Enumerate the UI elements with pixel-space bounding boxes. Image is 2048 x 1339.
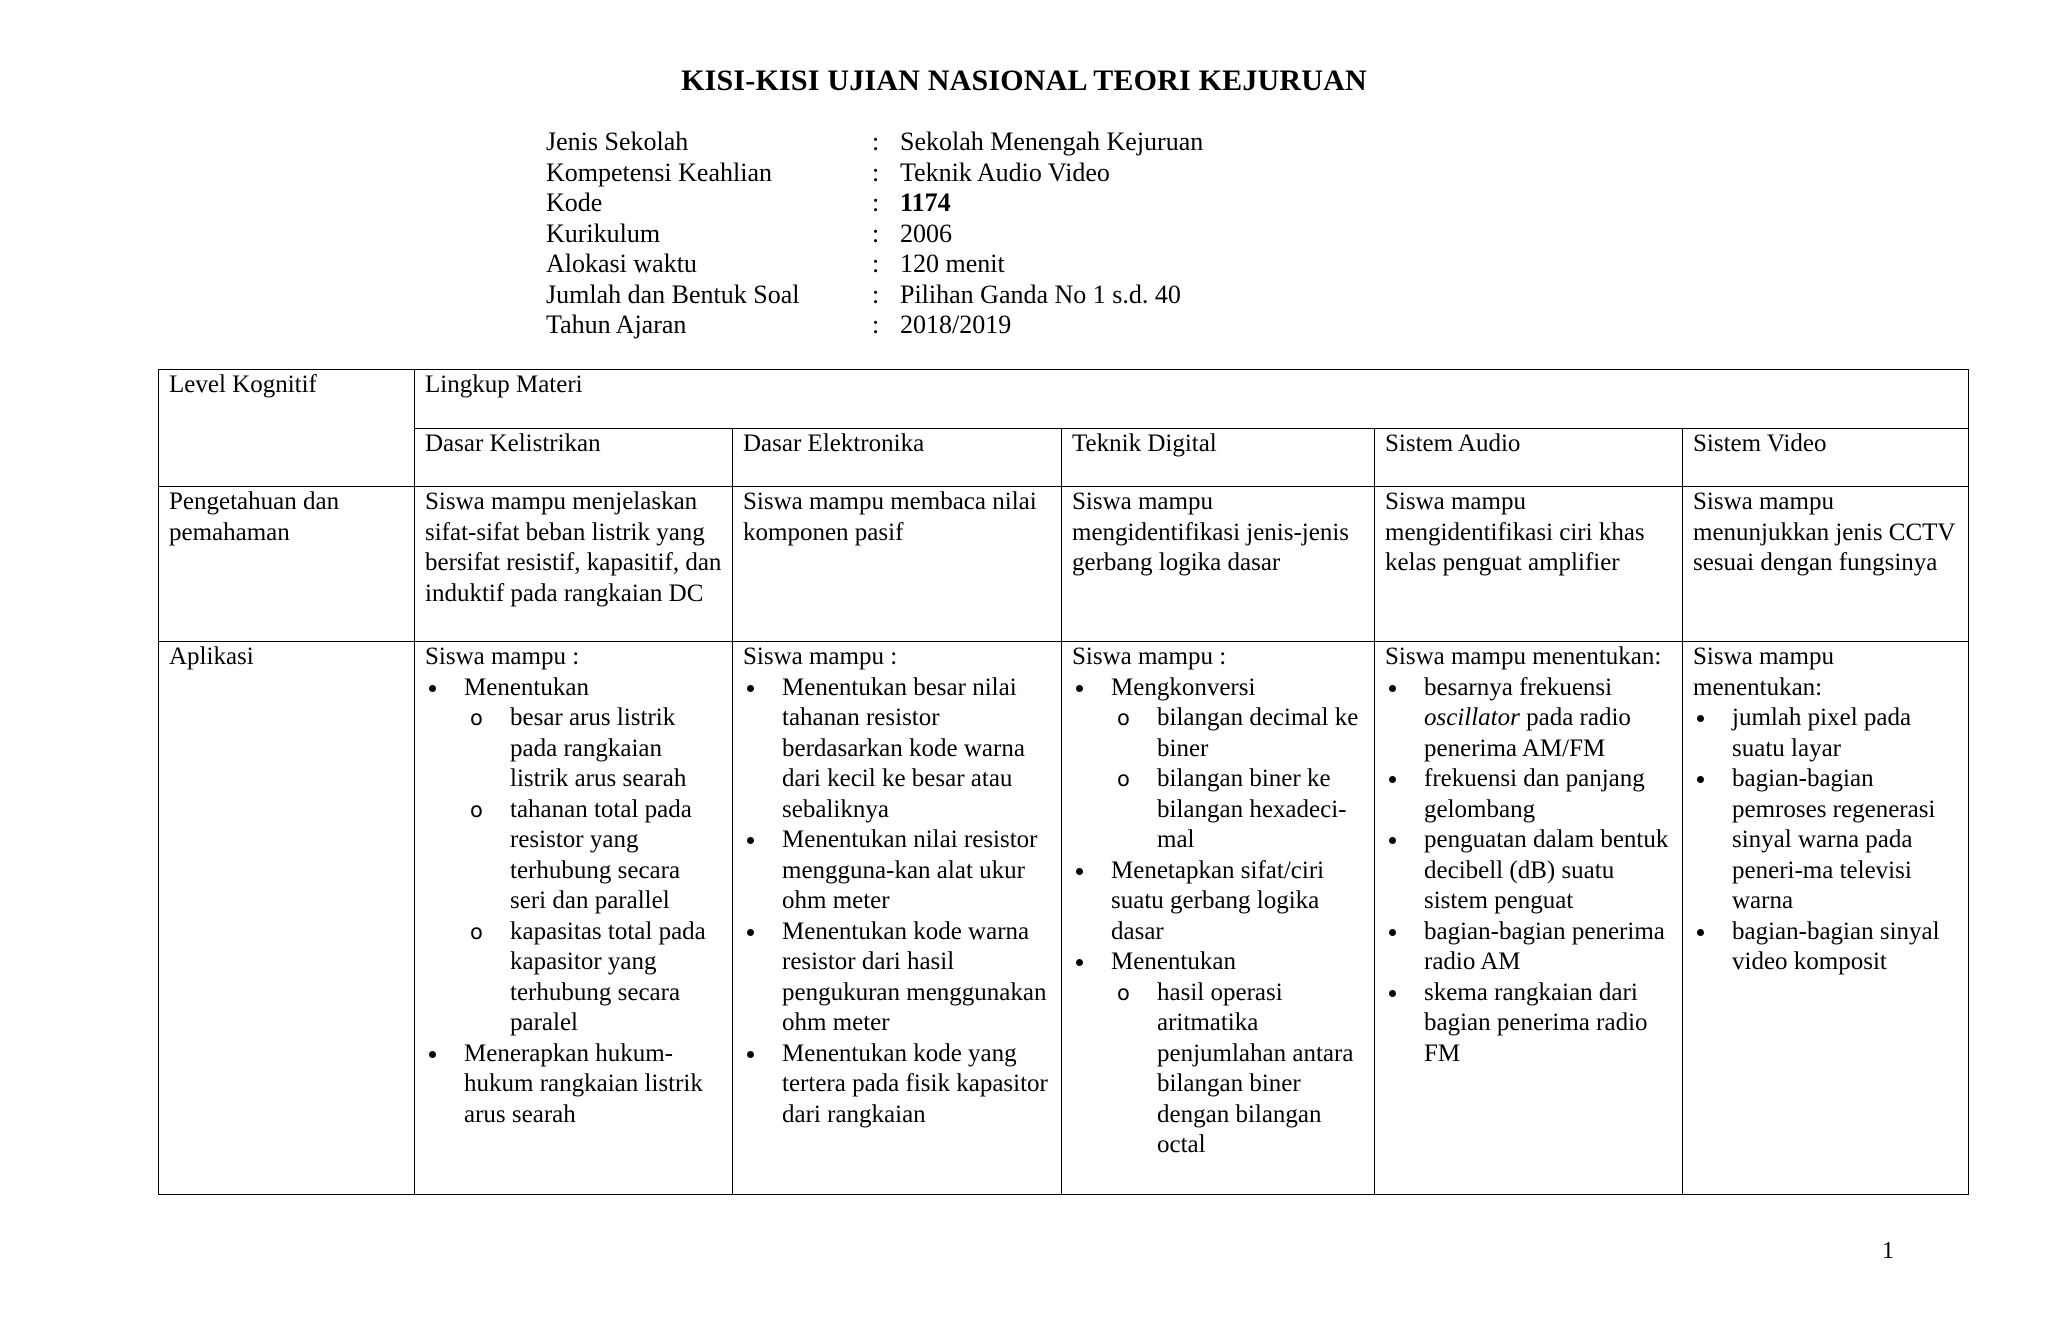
cell-intro: Siswa mampu :	[1072, 643, 1227, 670]
meta-row-kurikulum	[546, 219, 1203, 250]
meta-row-jenis-sekolah	[546, 127, 1203, 158]
column-header-sistem-video: Sistem Video	[1683, 428, 1969, 487]
cell-intro: Siswa mampu :	[425, 643, 580, 670]
list-item-text: Mengkonversi	[1111, 673, 1256, 701]
table-cell: Siswa mampu menunjukkan jenis CCTV sesuai dengan fungsinya	[1683, 487, 1969, 642]
list-item: Menentukan nilai resistor mengguna-kan alat ukur ohm meter	[743, 825, 1051, 917]
column-header-dasar-elektronika: Dasar Elektronika	[733, 428, 1062, 487]
list-item	[1072, 673, 1364, 856]
column-header-teknik-digital: Teknik Digital	[1062, 428, 1375, 487]
meta-label: Tahun Ajaran	[546, 310, 687, 339]
table-cell: Siswa mampu mengidentifikasi jenis-jenis gerbang logika dasar	[1062, 487, 1375, 642]
meta-row-tahun-ajaran	[546, 310, 1203, 341]
meta-value: 2006	[900, 218, 952, 248]
list-item-text: pada radio penerima AM/FM	[1424, 704, 1631, 762]
sub-list-item: o bilangan decimal ke biner	[1111, 703, 1364, 764]
meta-row-jumlah-soal	[546, 280, 1203, 311]
meta-label: Alokasi waktu	[546, 249, 697, 278]
column-header-dasar-kelistrikan: Dasar Kelistrikan	[415, 428, 733, 487]
bullet-list	[425, 673, 722, 1131]
list-item: Menetapkan sifat/ciri suatu gerbang logika dasar	[1072, 856, 1364, 948]
list-item: frekuensi dan panjang gelombang	[1385, 764, 1672, 825]
meta-row-alokasi-waktu	[546, 249, 1203, 280]
list-item: Menerapkan hukum-hukum rangkaian listrik arus searah	[425, 1039, 722, 1131]
list-item	[425, 673, 722, 1039]
list-item: jumlah pixel pada suatu layar	[1693, 703, 1958, 764]
sub-list	[1111, 978, 1364, 1161]
meta-colon: :	[872, 310, 880, 339]
table-cell-dasar-elektronika	[733, 642, 1062, 1195]
document-title: KISI-KISI UJIAN NASIONAL TEORI KEJURUAN	[681, 64, 1367, 97]
list-item: Menentukan besar nilai tahanan resistor berdasarkan kode warna dari kecil ke besar atau sebaliknya	[743, 673, 1051, 826]
cell-intro: Siswa mampu menentukan:	[1693, 643, 1834, 701]
bullet-list	[1693, 703, 1958, 978]
table-subheader-row	[159, 428, 1969, 487]
list-item: bagian-bagian pemroses regenerasi sinyal warna pada peneri-ma televisi warna	[1693, 764, 1958, 917]
sub-list-item: o tahanan total pada resistor yang terhubung secara seri dan parallel	[464, 795, 722, 917]
meta-value-kode: 1174	[900, 188, 951, 217]
list-item-text: besarnya frekuensi	[1424, 673, 1613, 701]
meta-colon: :	[872, 157, 880, 187]
cell-intro: Siswa mampu :	[743, 643, 898, 670]
lingkup-materi-header: Lingkup Materi	[415, 370, 1969, 429]
table-cell-teknik-digital	[1062, 642, 1375, 1195]
table-cell: Siswa mampu menjelaskan sifat-sifat beban listrik yang bersifat resistif, kapasitif, dan induktif pada rangkaian DC	[415, 487, 733, 642]
meta-colon: :	[872, 127, 880, 156]
level-pengetahuan: Pengetahuan dan pemahaman	[159, 487, 415, 642]
bullet-list	[1072, 673, 1364, 1161]
table-cell: Siswa mampu membaca nilai komponen pasif	[733, 487, 1062, 642]
meta-colon: :	[872, 279, 880, 309]
meta-row-kompetensi	[546, 158, 1203, 189]
table-row-pengetahuan	[159, 487, 1969, 642]
meta-label: Kompetensi Keahlian	[546, 157, 772, 187]
list-item: skema rangkaian dari bagian penerima radio FM	[1385, 978, 1672, 1070]
list-item-text: Menentukan	[1111, 948, 1236, 975]
bullet-list	[743, 673, 1051, 1131]
meta-label: Kode	[546, 188, 603, 217]
column-header-sistem-audio: Sistem Audio	[1375, 428, 1683, 487]
bullet-list	[1385, 673, 1672, 1070]
meta-value: Sekolah Menengah Kejuruan	[900, 127, 1204, 156]
sub-list	[1111, 703, 1364, 856]
table-cell-sistem-audio	[1375, 642, 1683, 1195]
list-item: Menentukan kode warna resistor dari hasil pengukuran menggunakan ohm meter	[743, 917, 1051, 1039]
sub-list-item: o bilangan biner ke bilangan hexadeci-mal	[1111, 764, 1364, 856]
table-cell-dasar-kelistrikan	[415, 642, 733, 1195]
list-item: bagian-bagian sinyal video komposit	[1693, 917, 1958, 978]
meta-value: Pilihan Ganda No 1 s.d. 40	[900, 279, 1181, 309]
meta-label: Jumlah dan Bentuk Soal	[546, 279, 800, 309]
document-metadata	[546, 127, 1203, 341]
meta-label: Jenis Sekolah	[546, 127, 689, 156]
meta-colon: :	[872, 188, 880, 217]
meta-value: 2018/2019	[900, 310, 1012, 339]
list-item: Menentukan kode yang tertera pada fisik kapasitor dari rangkaian	[743, 1039, 1051, 1131]
sub-list-item: o hasil operasi aritmatika penjumlahan antara bilangan biner dengan bilangan octal	[1111, 978, 1364, 1161]
table-header-row	[159, 370, 1969, 429]
table-cell: Siswa mampu mengidentifikasi ciri khas kelas penguat amplifier	[1375, 487, 1683, 642]
level-kognitif-header: Level Kognitif	[159, 370, 415, 487]
meta-value: Teknik Audio Video	[900, 157, 1110, 187]
cell-intro: Siswa mampu menentukan:	[1385, 643, 1662, 670]
meta-colon: :	[872, 218, 880, 248]
list-item: bagian-bagian penerima radio AM	[1385, 917, 1672, 978]
meta-label: Kurikulum	[546, 218, 661, 248]
sub-list	[464, 703, 722, 1039]
table-cell-sistem-video	[1683, 642, 1969, 1195]
list-item	[1385, 673, 1672, 765]
list-item	[1072, 947, 1364, 1161]
meta-row-kode	[546, 188, 1203, 219]
level-aplikasi: Aplikasi	[159, 642, 415, 1195]
list-item: penguatan dalam bentuk decibell (dB) suatu sistem penguat	[1385, 825, 1672, 917]
meta-value: 120 menit	[900, 249, 1005, 278]
sub-list-item: o kapasitas total pada kapasitor yang terhubung secara paralel	[464, 917, 722, 1039]
table-row-aplikasi	[159, 642, 1969, 1195]
list-item-emphasis: oscillator	[1424, 704, 1520, 731]
meta-colon: :	[872, 249, 880, 278]
page-number: 1	[1882, 1238, 1894, 1264]
kisi-kisi-table	[158, 369, 1969, 1195]
sub-list-item: o besar arus listrik pada rangkaian listrik arus searah	[464, 703, 722, 795]
list-item-text: Menentukan	[464, 673, 589, 701]
